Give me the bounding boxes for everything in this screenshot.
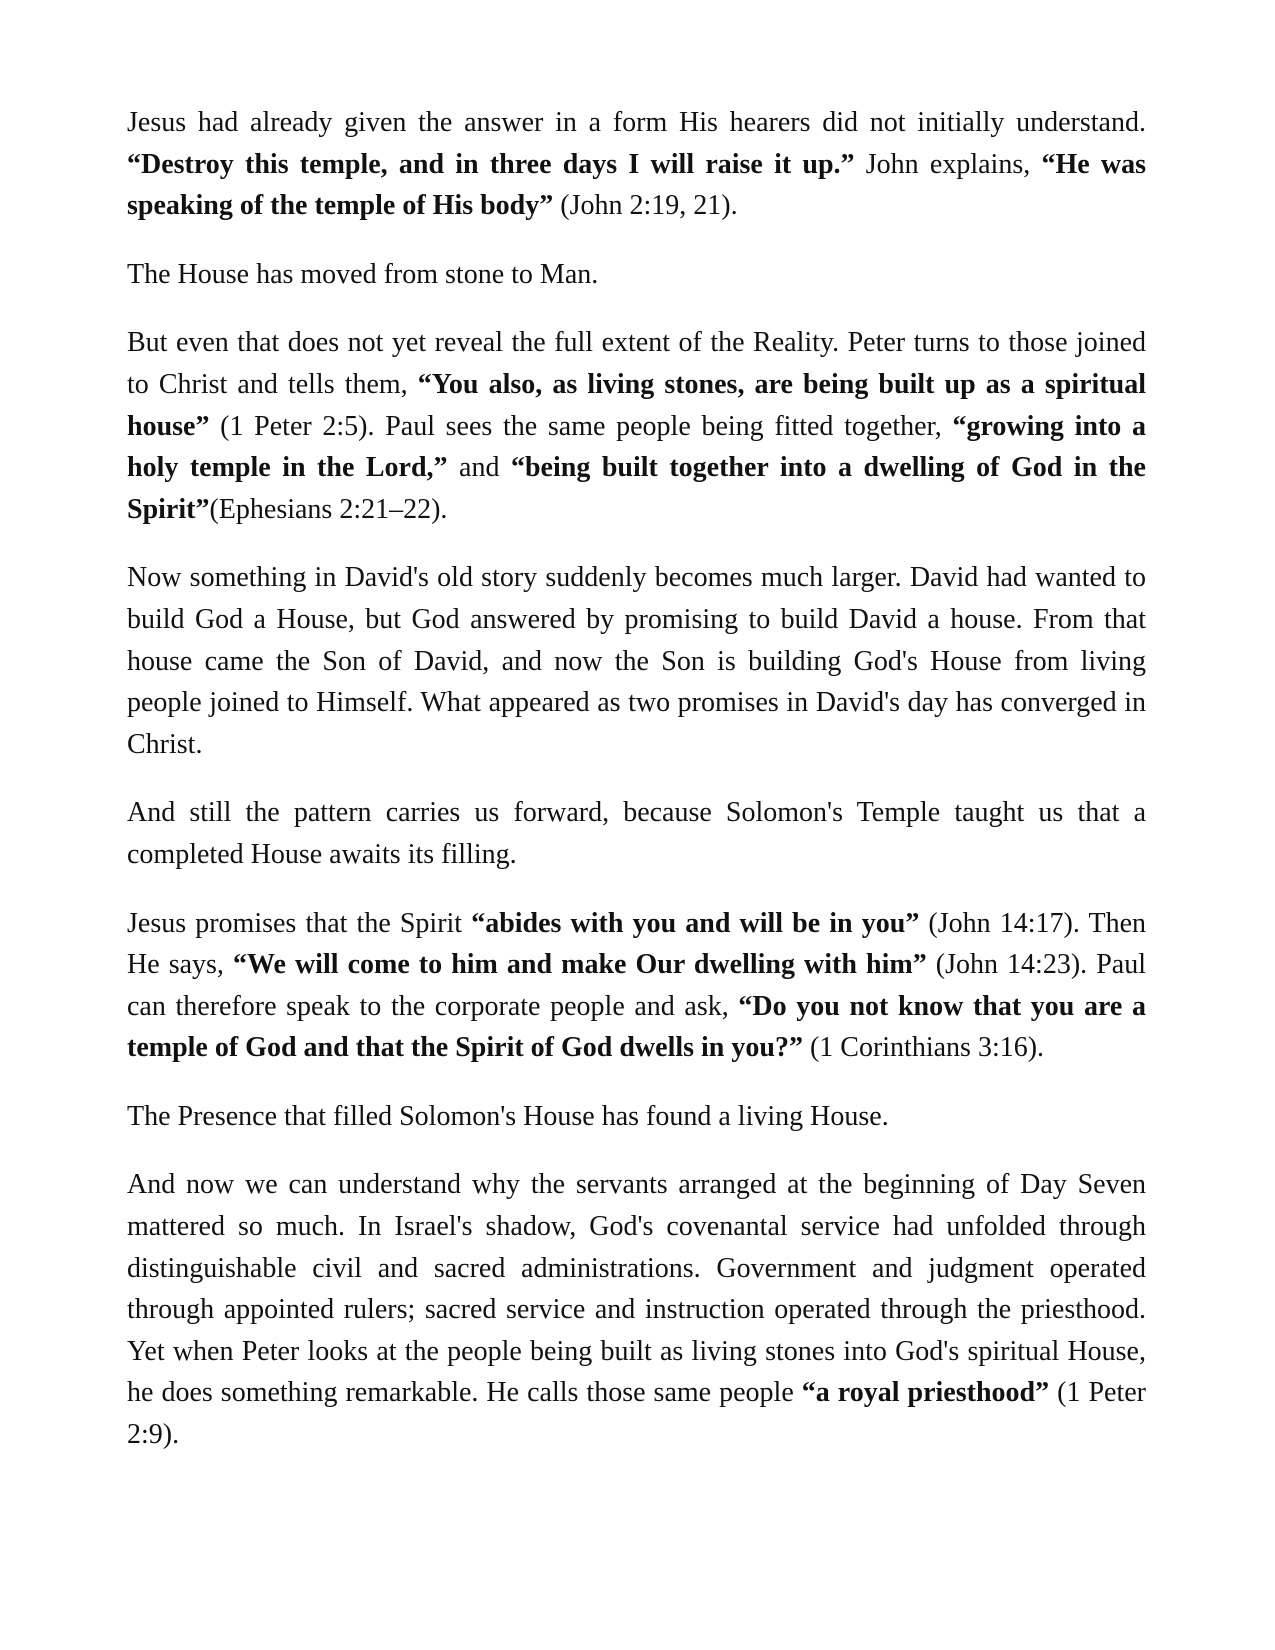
paragraph-text: (1 Corinthians 3:16). [802,1032,1045,1064]
paragraph-text: But even that does not yet reveal the full extent of the Reality. Peter turns to those joined to Christ and tells them, [127,327,1146,400]
paragraph [127,557,1146,765]
paragraph-text: and [447,452,511,484]
paragraph-text: (1 Peter 2:9). [127,1377,1147,1451]
paragraph-text: John explains, [854,148,1042,180]
paragraph [127,102,1146,227]
paragraph-text: (1 Peter 2:5). Paul sees the same people being fitted together, [209,410,953,442]
scripture-quote: “He was speaking of the temple of His body” [127,148,1147,222]
scripture-quote: “Destroy this temple, and in three days I will raise it up.” [127,148,855,180]
paragraph-text: (John 2:19, 21). [553,190,738,222]
scripture-quote: “being built together into a dwelling of God in the Spirit” [127,452,1146,525]
paragraph [127,1096,1146,1138]
paragraph-text: The House has moved from stone to Man. [127,258,599,290]
paragraph [127,903,1146,1069]
paragraph-text: And still the pattern carries us forward, because Solomon's Temple taught us that a completed House awaits its filling. [127,797,1146,870]
paragraph-text: Jesus had already given the answer in a form His hearers did not initially understand. [127,107,1146,138]
paragraph [127,792,1146,875]
paragraph-text: Now something in David's old story suddenly becomes much larger. David had wanted to build God a House, but God answered by promising to build David a house. From that house came the Son of David, and now the Son is building God's House from living people joined to Himself. What appeared as two promises in David's day has converged in Christ. [127,562,1146,760]
paragraph-text: (John 14:17). Then He says, [127,907,1146,981]
paragraph [127,1164,1146,1455]
document-page [127,102,1146,1483]
scripture-quote: “a royal priesthood” [801,1377,1050,1409]
scripture-quote: “We will come to him and make Our dwelling with him” [233,949,927,981]
paragraph-text: (Ephesians 2:21–22). [209,493,448,525]
scripture-quote: “abides with you and will be in you” [471,907,920,939]
paragraph [127,254,1146,296]
paragraph-text: And now we can understand why the servants arranged at the beginning of Day Seven mattered so much. In Israel's shadow, God's covenantal service had unfolded through distinguishable civil and sacred administrations. Government and judgment operated through appointed rulers; sacred service and instruction operated through the priesthood. Yet when Peter looks at the people being built as living stones into God's spiritual House, he does something remarkable. He calls those same people [127,1169,1146,1409]
paragraph-text: (John 14:23). Paul can therefore speak to the corporate people and ask, [127,949,1146,1022]
scripture-quote: “You also, as living stones, are being built up as a spiritual house” [127,368,1146,442]
scripture-quote: “Do you not know that you are a temple of God and that the Spirit of God dwells in you?” [127,990,1146,1064]
paragraph [127,322,1146,530]
scripture-quote: “growing into a holy temple in the Lord,” [127,410,1146,484]
paragraph-text: Jesus promises that the Spirit [127,907,472,939]
paragraph-text: The Presence that filled Solomon's House has found a living House. [127,1100,889,1132]
